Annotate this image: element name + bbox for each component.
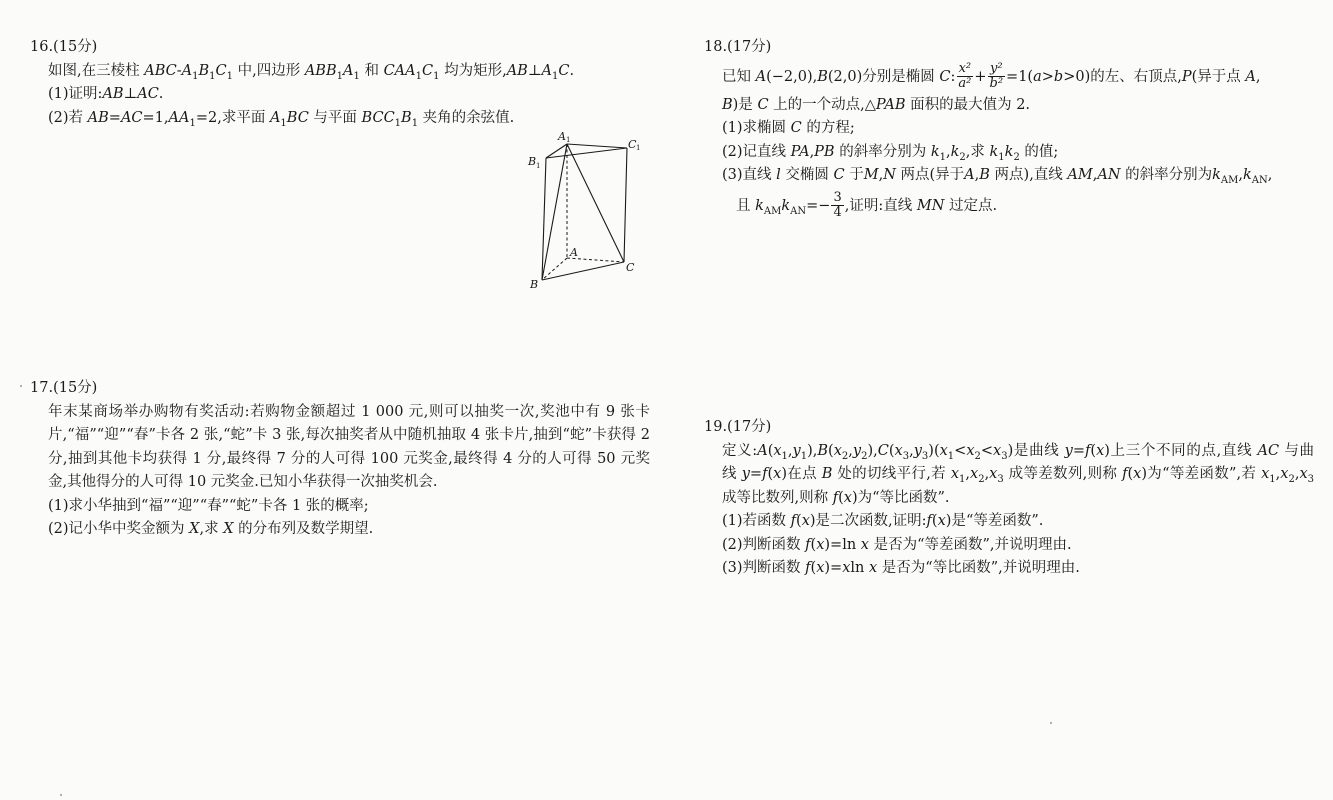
- text: >0)的左、右顶点,: [1063, 68, 1182, 85]
- text: x: [894, 442, 903, 459]
- problem-18-part-2: [704, 141, 1314, 165]
- subscript: 1: [959, 473, 966, 485]
- text: 已知: [722, 68, 756, 85]
- problem-18: [704, 36, 1314, 224]
- text: ,: [1238, 167, 1243, 183]
- subscript: AN: [790, 205, 807, 217]
- subscript: 3: [902, 450, 910, 462]
- problem-17-part-2: [30, 518, 650, 542]
- problem-19-part-3: [704, 557, 1314, 581]
- text: f: [926, 513, 932, 529]
- text: C: [877, 442, 889, 459]
- text: AM: [1067, 167, 1093, 183]
- problem-18-part-3-cont: [704, 188, 1314, 224]
- text: PB: [814, 143, 835, 160]
- text: =1,: [142, 109, 169, 126]
- numerator: 3: [833, 190, 842, 205]
- text: )=: [824, 560, 843, 576]
- subscript: 1: [551, 70, 559, 82]
- text: BC: [286, 109, 309, 126]
- text: 交椭圆: [780, 167, 834, 183]
- problem-18-stem-line-2: [704, 94, 1314, 118]
- problem-17-part-1: (1)求小华抽到“福”“迎”“春”“蛇”卡各 1 张的概率;: [48, 497, 369, 514]
- text: A: [541, 62, 552, 79]
- text: x: [970, 466, 979, 482]
- text: )为“等比函数”.: [851, 489, 950, 506]
- subscript: AM: [763, 205, 782, 217]
- text: (1)求椭圆: [722, 120, 791, 136]
- text: <: [954, 442, 967, 459]
- subscript: 1: [781, 450, 788, 462]
- prism-figure: [520, 128, 650, 293]
- edge-a1-c1: [567, 144, 627, 148]
- label-c: C: [626, 261, 635, 274]
- text: =: [108, 109, 121, 126]
- problem-18-part-1: [704, 117, 1314, 141]
- text: ,: [974, 167, 980, 183]
- subscript: 2: [841, 450, 849, 462]
- text: (: [931, 513, 938, 529]
- text: k: [1004, 143, 1014, 160]
- text: (: [810, 536, 817, 553]
- text: (2)记直线: [722, 143, 791, 160]
- text: f: [1085, 442, 1091, 459]
- text: )=ln: [824, 536, 861, 553]
- text: ,: [1267, 167, 1273, 183]
- subscript: 1: [226, 70, 233, 82]
- text: =2,求平面: [195, 109, 270, 126]
- subscript: 2: [978, 473, 985, 485]
- text: ,证明:直线: [844, 197, 917, 214]
- subscript: 1: [280, 117, 287, 129]
- text: 是否为“等差函数”,并说明理由.: [868, 536, 1072, 553]
- text: 是否为“等比函数”,并说明理由.: [877, 560, 1080, 576]
- text: (1)证明:: [48, 86, 103, 102]
- text: PAB: [875, 96, 906, 113]
- text: B: [821, 466, 833, 482]
- text: ABB: [304, 62, 337, 79]
- text: k: [781, 197, 791, 214]
- text: 两点),直线: [989, 167, 1068, 183]
- text: 与曲线: [722, 442, 1314, 482]
- subscript: 3: [1001, 450, 1008, 462]
- subscript: 2: [959, 151, 966, 163]
- text: AC: [137, 86, 159, 102]
- text: M: [863, 167, 879, 183]
- problem-16: [30, 36, 650, 130]
- text: 成等比数列,则称: [722, 489, 833, 506]
- text: +: [974, 68, 987, 85]
- text: A: [269, 109, 281, 126]
- text: f: [762, 466, 768, 482]
- text: 与平面: [308, 109, 362, 126]
- text: k: [950, 143, 960, 160]
- edge-a1-c: [567, 144, 624, 262]
- numerator: y²: [989, 61, 1003, 76]
- text: ⊥: [527, 62, 542, 79]
- text: ,: [809, 143, 815, 160]
- text: x: [842, 560, 851, 576]
- text: (异于点: [1191, 68, 1246, 85]
- text: f: [805, 536, 811, 553]
- text: 如图,在三棱柱: [48, 62, 145, 79]
- text: A: [755, 68, 767, 85]
- text: )在点: [781, 466, 822, 482]
- numerator: x²: [958, 61, 972, 76]
- text: ),: [867, 442, 878, 459]
- problem-19-part-1: [704, 510, 1314, 534]
- text: 且: [736, 197, 756, 214]
- text: )是: [732, 96, 758, 113]
- text: y: [792, 442, 801, 459]
- text: (3)判断函数: [722, 560, 806, 576]
- text: x: [860, 536, 869, 553]
- text: k: [1243, 167, 1252, 183]
- label-a1-sub: 1: [566, 136, 571, 144]
- problem-16-part-2: [30, 107, 650, 131]
- text: x: [843, 489, 852, 506]
- text: x: [993, 442, 1002, 459]
- problem-18-stem-line-1: [704, 60, 1314, 94]
- text: (: [767, 442, 774, 459]
- text: (2)记小华中奖金额为: [48, 521, 190, 537]
- text: ,: [1092, 167, 1098, 183]
- text: =: [1072, 442, 1086, 459]
- text: ln: [850, 560, 869, 576]
- subscript: AN: [1251, 174, 1268, 186]
- text: ,: [878, 167, 884, 183]
- text: 面积的最大值为 2.: [905, 96, 1031, 113]
- text: x: [816, 536, 825, 553]
- text: (: [796, 513, 802, 529]
- subscript: 1: [433, 70, 440, 82]
- label-c1-sub: 1: [636, 144, 641, 152]
- text: )上三个不同的点,直线: [1104, 442, 1258, 459]
- text: AB: [87, 109, 109, 126]
- text: x: [950, 466, 960, 482]
- subscript: 2: [1288, 473, 1295, 485]
- subscript: 3: [997, 473, 1004, 485]
- problem-18-part-3: [704, 164, 1314, 188]
- text: B: [198, 62, 210, 79]
- problem-17: [30, 377, 650, 542]
- text: ,求: [965, 143, 990, 160]
- text: C: [939, 68, 951, 85]
- text: AA: [168, 109, 190, 126]
- problem-16-part-1: [30, 83, 650, 107]
- text: 定义:: [722, 442, 758, 459]
- text: B: [722, 96, 733, 113]
- subscript: 1: [947, 450, 955, 462]
- label-a1: A: [558, 130, 566, 143]
- text: x: [937, 513, 946, 529]
- subscript: 2: [861, 450, 868, 462]
- text: B: [401, 109, 412, 126]
- denominator: b²: [989, 76, 1004, 91]
- text: AC: [120, 109, 143, 126]
- text: k: [989, 143, 999, 160]
- text: (2)判断函数: [722, 536, 806, 553]
- text: ,求: [199, 521, 224, 537]
- problem-16-stem: [30, 60, 650, 84]
- fraction-x2-a2: [956, 62, 973, 91]
- label-b: B: [530, 278, 539, 291]
- text: AB: [102, 86, 124, 102]
- text: x: [773, 442, 782, 459]
- text: AN: [1097, 167, 1121, 183]
- text: x: [868, 560, 878, 576]
- text: 夹角的余弦值.: [418, 109, 515, 126]
- fraction-y2-b2: [988, 62, 1006, 91]
- subscript: 1: [939, 151, 946, 163]
- subscript: 2: [1013, 151, 1020, 163]
- text: B: [817, 68, 828, 85]
- text: b: [1053, 68, 1064, 85]
- text: )为“等差函数”,若: [1141, 466, 1262, 482]
- text: 处的切线平行,若: [832, 466, 951, 482]
- denominator: a²: [958, 76, 972, 91]
- text: ,: [984, 466, 990, 482]
- text: ,: [1275, 466, 1281, 482]
- problem-16-heading: 16.(15分): [30, 39, 98, 55]
- text: )是“等差函数”.: [945, 513, 1044, 529]
- subscript: 1: [415, 70, 422, 82]
- label-a: A: [570, 246, 578, 259]
- text: MN: [916, 197, 945, 214]
- text: (: [767, 466, 774, 482]
- text: f: [832, 489, 839, 506]
- text: f: [790, 513, 797, 529]
- text: (: [828, 442, 834, 459]
- text: =−: [806, 197, 831, 214]
- text: ),: [807, 442, 818, 459]
- text: (: [888, 442, 895, 459]
- text: B: [979, 167, 990, 183]
- subscript: 1: [998, 151, 1005, 163]
- problem-17-heading: 17.(15分): [30, 380, 98, 396]
- text: y: [1064, 442, 1073, 459]
- subscript: 1: [336, 70, 343, 82]
- problem-18-heading: 18.(17分): [704, 39, 772, 55]
- text: y: [741, 466, 750, 482]
- subscript: 2: [974, 450, 981, 462]
- label-b1: B: [528, 155, 537, 168]
- problem-19-definition: [704, 440, 1314, 511]
- label-c1: C: [628, 138, 637, 151]
- text: x: [816, 560, 825, 576]
- text: 均为矩形,: [439, 62, 507, 79]
- text: <: [980, 442, 994, 459]
- prism-diagram: [520, 128, 650, 293]
- text: ,: [909, 442, 914, 459]
- text: x: [1261, 466, 1270, 482]
- text: ,: [1294, 466, 1300, 482]
- subscript: 1: [209, 70, 216, 82]
- problem-19-part-2: [704, 534, 1314, 558]
- text: P: [1181, 68, 1192, 85]
- text: =: [749, 466, 763, 482]
- text: a: [1033, 68, 1042, 85]
- text: X: [223, 521, 234, 537]
- text: BCC: [361, 109, 395, 126]
- text: k: [1212, 167, 1221, 183]
- text: :: [950, 68, 956, 85]
- text: 的斜率分别为: [834, 143, 931, 160]
- text: ⊥: [123, 86, 138, 102]
- text: C: [833, 167, 845, 183]
- text: ,: [787, 442, 793, 459]
- text: (: [838, 489, 844, 506]
- text: 于: [844, 167, 864, 183]
- text: B: [817, 442, 829, 459]
- text: 的方程;: [801, 120, 855, 136]
- subscript: 3: [1307, 473, 1314, 485]
- text: ABC-A: [144, 62, 193, 79]
- text: =1(: [1006, 68, 1034, 85]
- text: )是二次函数,证明:: [809, 513, 927, 529]
- fraction-3-4: [831, 191, 843, 220]
- label-b1-sub: 1: [536, 162, 541, 170]
- text: 两点(异于: [895, 167, 965, 183]
- text: f: [1122, 466, 1128, 482]
- text: ,: [965, 466, 970, 482]
- text: 的值;: [1019, 143, 1059, 160]
- text: x: [1280, 466, 1289, 482]
- text: (: [1127, 466, 1134, 482]
- text: x: [1133, 466, 1142, 482]
- subscript: 1: [192, 70, 199, 82]
- text: 的斜率分别为: [1120, 167, 1213, 183]
- text: PA: [790, 143, 810, 160]
- text: C: [558, 62, 570, 79]
- text: l: [776, 167, 781, 183]
- text: (1)若函数: [722, 513, 791, 529]
- scan-speck: [20, 385, 22, 387]
- text: 过定点.: [944, 197, 998, 214]
- text: AB: [506, 62, 528, 79]
- edge-c1-c: [624, 148, 627, 262]
- text: (2,0)分别是椭圆: [827, 68, 940, 85]
- text: (2)若: [48, 109, 88, 126]
- text: ,: [848, 442, 853, 459]
- text: x: [989, 466, 998, 482]
- text: N: [883, 167, 896, 183]
- problem-19: [704, 416, 1314, 581]
- text: )是曲线: [1007, 442, 1065, 459]
- text: x: [939, 442, 948, 459]
- text: C: [790, 120, 802, 136]
- scan-speck: [1050, 722, 1052, 724]
- text: A: [1245, 68, 1256, 85]
- text: y: [852, 442, 862, 459]
- text: (: [810, 560, 817, 576]
- text: x: [833, 442, 842, 459]
- text: x: [966, 442, 975, 459]
- scan-speck: [60, 794, 62, 796]
- text: f: [805, 560, 811, 576]
- text: X: [189, 521, 200, 537]
- text: x: [1096, 442, 1105, 459]
- text: C: [757, 96, 769, 113]
- text: (: [1090, 442, 1097, 459]
- text: k: [755, 197, 764, 214]
- text: .: [569, 62, 575, 79]
- subscript: 1: [189, 117, 196, 129]
- text: (3)直线: [722, 167, 777, 183]
- subscript: 1: [411, 117, 419, 129]
- text: AC: [1257, 442, 1280, 459]
- text: y: [913, 442, 922, 459]
- text: A: [964, 167, 975, 183]
- text: )(: [928, 442, 940, 459]
- text: x: [773, 466, 782, 482]
- subscript: 3: [921, 450, 929, 462]
- text: A: [342, 62, 354, 79]
- text: A: [757, 442, 768, 459]
- subscript: 1: [353, 70, 360, 82]
- text: 成等差数列,则称: [1003, 466, 1123, 482]
- text: ,: [945, 143, 951, 160]
- subscript: 1: [800, 450, 808, 462]
- subscript: 1: [394, 117, 402, 129]
- text: >: [1041, 68, 1054, 85]
- text: k: [930, 143, 940, 160]
- edge-b-c: [542, 262, 624, 280]
- text: 和: [359, 62, 384, 79]
- problem-17-stem: 年末某商场举办购物有奖活动:若购物金额超过 1 000 元,则可以抽奖一次,奖池中有 9 张卡片,“福”“迎”“春”卡各 2 张,“蛇”卡 3 张,每次抽奖者从中随机抽取 4 张卡片,抽到“蛇”卡获得 2 分,抽到其他卡均获得 1 分,最终得 7 分的人可得 100 元奖金,最终得 4 分的人可得 50 元奖金,其他得分的人可得 10 元奖金.已知小华获得一次抽奖机会.: [48, 403, 650, 490]
- text: C: [215, 62, 227, 79]
- text: x: [1299, 466, 1308, 482]
- text: ,: [1255, 68, 1261, 85]
- subscript: AM: [1220, 174, 1239, 186]
- text: CAA: [383, 62, 416, 79]
- denominator: 4: [833, 205, 842, 220]
- text: 中,四边形: [232, 62, 305, 79]
- text: C: [421, 62, 434, 79]
- problem-19-heading: 19.(17分): [704, 419, 772, 435]
- text: 的分布列及数学期望.: [233, 521, 374, 537]
- subscript: 1: [1269, 473, 1276, 485]
- text: 上的一个动点,△: [768, 96, 876, 113]
- text: (−2,0),: [766, 68, 818, 85]
- text: x: [801, 513, 810, 529]
- text: .: [158, 86, 164, 102]
